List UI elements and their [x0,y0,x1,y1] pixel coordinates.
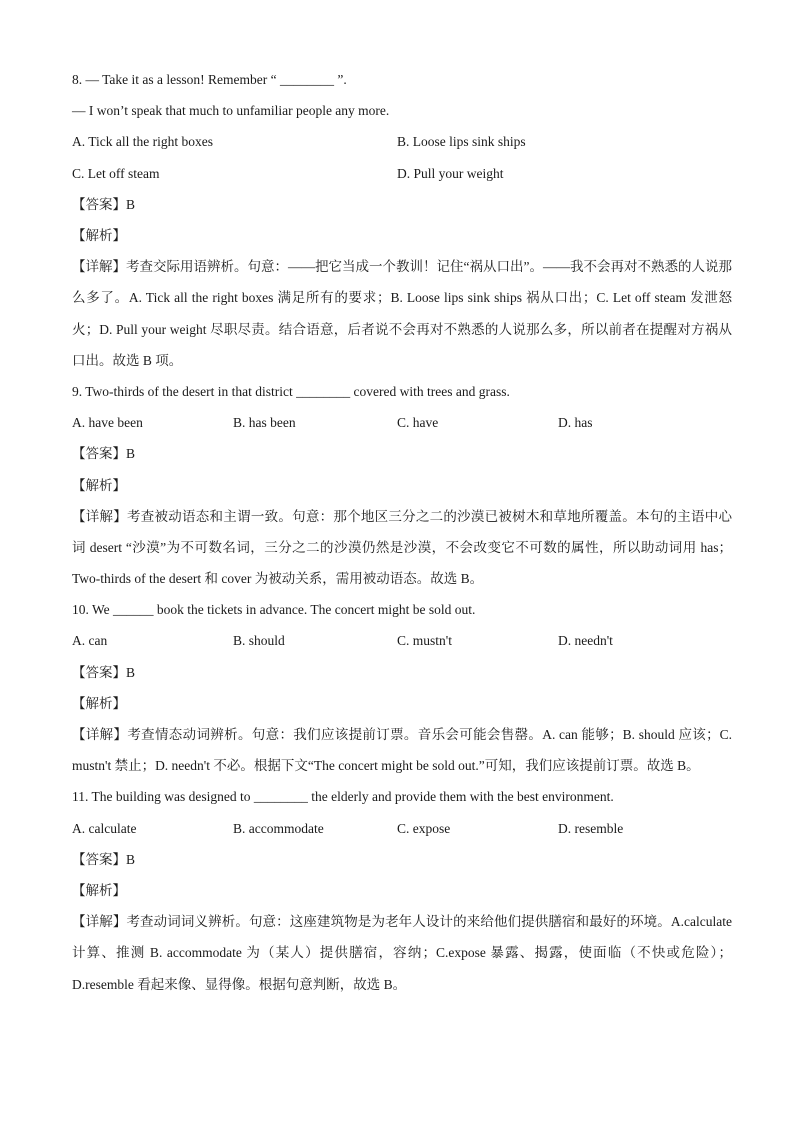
analysis-label: 【解析】 [72,695,126,711]
option-b: B. accommodate [233,820,324,836]
question-8 [72,64,732,376]
option-d: D. has [558,415,593,431]
option-a: A. have been [72,415,143,431]
options-row [72,158,732,189]
option-d: D. Pull your weight [397,165,504,181]
detail-explanation: 【详解】考查情态动词辨析。句意：我们应该提前订票。音乐会可能会售罄。A. can 能够；B. should 应该；C. mustn't 禁止；D. needn't 不必。根据下文“The concert might be sold out.”可知，我们应该提前订票。故选 B。 [72,727,732,774]
question-stem: 9. Two-thirds of the desert in that district ________ covered with trees and grass. [72,383,510,399]
document-page [72,64,732,1000]
detail-explanation: 【详解】考查动词词义辨析。句意：这座建筑物是为老年人设计的来给他们提供膳宿和最好的环境。A.calculate 计算、推测 B. accommodate 为（某人）提供膳宿，容纳；C.expose 暴露、揭露，使面临（不快或危险）；D.resemble 看起来像、显得像。根据句意判断，故选 B。 [72,914,732,992]
option-b: B. has been [233,415,296,431]
question-10 [72,594,732,781]
option-c: C. mustn't [397,633,452,649]
dialogue-reply: — I won’t speak that much to unfamiliar people any more. [72,103,390,119]
analysis-label: 【解析】 [72,883,126,899]
options-row [72,407,732,438]
option-c: C. have [397,415,439,431]
question-11 [72,781,732,999]
option-c: C. expose [397,820,451,836]
detail-explanation: 【详解】考查交际用语辨析。句意：——把它当成一个教训！记住“祸从口出”。——我不会再对不熟悉的人说那么多了。A. Tick all the right boxes 满足所有的要求；B. Loose lips sink ships 祸从口出；C. Let off steam 发泄怒火；D. Pull your weight 尽职尽责。结合语意，后者说不会再对不熟悉的人说那么多，所以前者在提醒对方祸从口出。故选 B 项。 [72,259,732,368]
answer-label: 【答案】B [72,446,136,462]
detail-explanation: 【详解】考查被动语态和主谓一致。句意：那个地区三分之二的沙漠已被树木和草地所覆盖。本句的主语中心词 desert “沙漠”为不可数名词，三分之二的沙漠仍然是沙漠，不会改变它不可数的属性，所以助动词用 has；Two-thirds of the desert 和 cover 为被动关系，需用被动语态。故选 B。 [72,508,732,587]
options-row [72,126,732,157]
question-stem: 10. We ______ book the tickets in advance. The concert might be sold out. [72,602,476,618]
option-a: A. can [72,633,108,649]
answer-label: 【答案】B [72,851,136,867]
analysis-label: 【解析】 [72,227,126,243]
option-d: D. needn't [558,633,613,649]
option-a: A. Tick all the right boxes [72,134,213,150]
question-9 [72,376,732,594]
question-stem: 8. — Take it as a lesson! Remember “ ________ ”. [72,72,347,87]
options-row [72,813,732,844]
option-a: A. calculate [72,820,137,836]
answer-label: 【答案】B [72,664,136,680]
option-b: B. should [233,633,285,649]
answer-label: 【答案】B [72,196,136,212]
option-c: C. Let off steam [72,165,160,181]
options-row [72,625,732,656]
question-stem: 11. The building was designed to ________ the elderly and provide them with the best environment. [72,789,614,805]
option-d: D. resemble [558,820,624,836]
analysis-label: 【解析】 [72,477,126,493]
option-b: B. Loose lips sink ships [397,134,526,150]
